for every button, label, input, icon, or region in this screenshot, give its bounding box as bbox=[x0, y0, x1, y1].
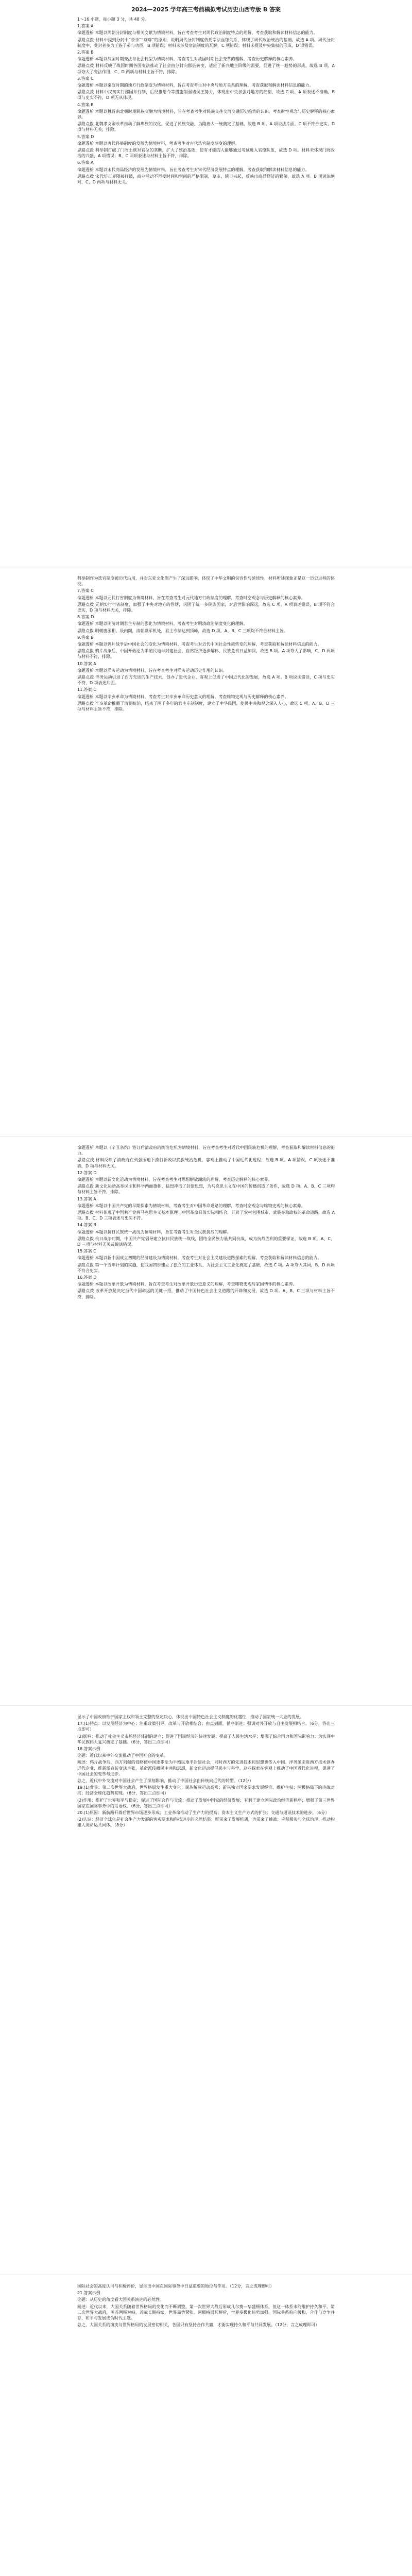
paragraph: 思路点拨 材料中提到分封中“亲亲”“尊尊”的原则，说明周代分封制度依托宗法血缘关系，体现了周代政治统治的基础。故选 A 项。周代分封制度中，受封者多为王族子弟与功臣，B 项错误；材料未涉及宗法制度的瓦解，C 项错误；材料未提及中央集权的形成，D 项错误。 bbox=[77, 37, 335, 48]
paragraph: 命题透析 本题以战国时期变法与社会转型为情境材料，考查考生对战国时期社会变革的理解，考查历史解释的核心素养。 bbox=[77, 57, 297, 62]
paragraph: 论题：近代以来中外交流推动了中国社会的变革。 bbox=[77, 1753, 168, 1758]
paragraph: 14.答案 B bbox=[77, 1223, 96, 1228]
paragraph: 命题透析 本题以抗日民族统一战线为情境材料，旨在考查考生对全民族抗战的理解。 bbox=[77, 1229, 231, 1234]
paragraph: (2)影响：推动了社会主义市场经济体制的建立；促进了国民经济的快速发展；提高了人民生活水平；增强了综合国力和国际影响力；为实现中华民族伟大复兴奠定了基础。（6分，答出三点即可） bbox=[77, 1734, 335, 1744]
paragraph: 20.(1)原因：新航路开辟后世界市场逐步形成；工业革命推动了生产力的提高；资本主义生产方式的扩张；交通与通讯技术的进步。（6分） bbox=[77, 1810, 330, 1816]
paragraph: 15.答案 C bbox=[77, 1249, 96, 1254]
paragraph: 10.答案 A bbox=[77, 661, 96, 666]
paragraph: 思路点拨 明朝废丞相、设内阁，清朝设军机处，君主专制达到顶峰，故选 D 项。A、B、C 三项均不符合材料主旨。 bbox=[77, 628, 288, 633]
paragraph: 思路点拨 材料反映了战国时期各国变法推动了社会由分封向郡县转变，适应了新兴地主阶级的需要，促进了统一趋势的形成，故选 B 项。A 项夸大了变法作用，C、D 两项与材料主旨不符，排除。 bbox=[77, 63, 336, 74]
paragraph: 命题透析 本题以秦汉时期的地方行政制度为情境材料，旨在考查考生对中央与地方关系的理解，考查获取和解读材料信息的能力。 bbox=[77, 83, 314, 88]
paragraph: 思路点拨 元朝实行行省制度，加强了中央对地方的管辖，巩固了统一多民族国家，对后世影响深远，故选 C 项。A 项表述错误，B 项不符合史实，D 项与材料无关，排除。 bbox=[77, 602, 335, 613]
document-title: 2024—2025 学年高三考前模拟考试历史山西专版 B 答案 bbox=[131, 6, 281, 13]
paragraph: 思路点拨 第一个五年计划的实施，使我国初步建立了独立的工业体系，为社会主义工业化奠定了基础，故选 C 项。A 项夸大其词，B、D 两项不符合史实。 bbox=[77, 1262, 335, 1273]
page-4-column bbox=[77, 1714, 335, 1829]
paragraph: 12.答案 D bbox=[77, 1170, 97, 1175]
paragraph: 19.(1)背景：第二次世界大战后，世界格局发生重大变化；民族解放运动高涨；新兴独立国家要求发展经济、维护主权；两极格局下的冷战对抗；经济全球化趋势初现。（6分，答出三点即可） bbox=[77, 1785, 335, 1796]
paragraph: 思路点拨 改革开放是决定当代中国命运的关键一招，推动了中国特色社会主义道路的开辟和发展，故选 D 项。A、B、C 三项与材料主旨不符，排除。 bbox=[77, 1289, 335, 1299]
paragraph: 思路点拨 鸦片战争后，中国开始沦为半殖民地半封建社会，自然经济逐步解体，民族危机日益加深，故选 B 项。A 项夸大了影响，C、D 两项与材料不符，排除。 bbox=[77, 649, 335, 659]
page-divider bbox=[0, 1705, 412, 1706]
paragraph: 命题透析 本题以新文化运动为情境材料，旨在考查考生对思想解放潮流的理解，考查历史解释的核心素养。 bbox=[77, 1177, 272, 1182]
page-2-column bbox=[77, 575, 335, 713]
paragraph: 6.答案 A bbox=[77, 160, 94, 165]
paragraph: 思路点拨 新文化运动高举民主和科学两面旗帜，猛烈冲击了封建思想，为马克思主义在中国的传播创造了条件，故选 D 项。A、B、C 三项均与材料主旨不符，排除。 bbox=[77, 1184, 335, 1195]
paragraph: 7.答案 C bbox=[77, 588, 94, 594]
paragraph: 命题透析 本题以《辛丑条约》签订后清政府的统治危机为情境材料，旨在考查考生对近代中国民族危机的理解，考查获取和解读材料信息的能力。 bbox=[77, 1145, 335, 1156]
paragraph: 思路点拨 辛亥革命推翻了清朝统治，结束了两千多年的君主专制制度，建立了中华民国，使民主共和观念深入人心，故选 C 项。A、B、D 三项与材料主旨不符，排除。 bbox=[77, 701, 335, 712]
paragraph: 显示了中国政府维护国家主权和领土完整的坚定决心，体现出中国特色社会主义制度的优越性，推动了国家统一大业的发展。 bbox=[77, 1715, 304, 1719]
paragraph: 论题：从历史的角度看大国关系演进的必然性。 bbox=[77, 2297, 164, 2302]
paragraph: (2)认识：经济全球化是社会生产力发展的客观要求和科技进步的必然结果；既带来了发展机遇，也带来了挑战；应积极参与全球治理，推动构建人类命运共同体。（8分） bbox=[77, 1817, 335, 1828]
paragraph: 命题透析 本题以魏晋南北朝时期民族交融为情境材料，旨在考查考生对民族交往交流交融历史趋势的认识，考查时空观念与历史解释的核心素养。 bbox=[77, 109, 335, 120]
paragraph: 命题透析 本题以新中国成立初期的经济建设为情境材料，考查考生对社会主义建设道路探索的理解，考查获取和解读材料信息的能力。 bbox=[77, 1256, 322, 1261]
paragraph: 13.答案 A bbox=[77, 1196, 96, 1201]
paragraph: 17.(1)特点：以发展经济为中心；注重政策引导，改革与开放相结合；由点到面，循序渐进；强调对外开放与自主发展相结合。（6分，答出三点即可） bbox=[77, 1721, 335, 1732]
paragraph: 思路点拨 北魏孝文帝改革推动了鲜卑族的汉化，促进了民族交融，为隋唐大一统奠定了基础，故选 B 项。A 项说法片面，C 项不符合史实，D 项与材料无关，排除。 bbox=[77, 122, 336, 132]
page-3 bbox=[0, 1139, 412, 1703]
paragraph: 思路点拨 材料反映了清政府在列强压迫下推行新政以挽救统治危机，客观上推动了中国近代化进程，故选 B 项。A 项错误，C 项表述不准确，D 项与材料无关。 bbox=[77, 1158, 335, 1168]
paragraph: 21.答案示例 bbox=[77, 2291, 100, 2296]
paragraph: 命题透析 本题以中国共产党的早期探索为情境材料，考查考生对中国革命道路的理解，考查时空观念与唯物史观的核心素养。 bbox=[77, 1203, 305, 1208]
paragraph: 18.答案示例 bbox=[77, 1747, 100, 1752]
page-divider bbox=[0, 1136, 412, 1137]
paragraph: 8.答案 D bbox=[77, 615, 94, 620]
paragraph: 思路点拨 材料中汉初实行郡国并行制，后经推恩令等措施削弱诸侯王势力，体现出中央加强对地方的控制，故选 C 项。A 项表述不准确，B 项与史实不符，D 项无从体现。 bbox=[77, 90, 336, 100]
paragraph: 阐述：近代以来，大国关系随着世界格局的变化而不断调整。第一次世界大战后形成凡尔赛—华盛顿体系，但这一体系未能维护持久和平。第二次世界大战后，美苏两极对峙，冷战长期持续，世界局势紧张。两极格局瓦解后，世界多极化趋势加强，国际关系趋向缓和，合作与竞争并存，和平与发展成为时代主题。 bbox=[77, 2304, 335, 2321]
paragraph: 1.答案 A bbox=[77, 24, 94, 29]
paragraph: 思路点拨 科举制打破了门阀士族对官位的垄断，扩大了统治基础，使有才能的人能够通过考试进入官僚队伍，故选 D 项。材料未体现门阀政治的兴盛，A 项错误；B、C 两项表述与材料主旨不符，排除。 bbox=[77, 148, 335, 159]
page-2 bbox=[0, 569, 412, 1133]
paragraph: 命题透析 本题以洋务运动为情境材料，旨在考查考生对洋务运动历史作用的认识。 bbox=[77, 668, 227, 673]
paragraph: 总之，近代中外交流对中国社会产生了深刻影响，推动了中国社会由传统向近代的转型。（12分） bbox=[77, 1778, 254, 1784]
paragraph: 命题透析 本题以唐代科举制度的发展为情境材料，考查考生对古代选官制度演变的理解。 bbox=[77, 141, 239, 146]
paragraph: 1～16 小题，每小题 3 分，共 48 分。 bbox=[77, 17, 149, 22]
paragraph: 命题透析 本题以元代行省制度为情境材料，旨在考查考生对元代地方行政制度的理解，考查时空观念与历史解释的核心素养。 bbox=[77, 595, 305, 600]
paragraph: 9.答案 B bbox=[77, 635, 94, 640]
paragraph: 3.答案 C bbox=[77, 76, 94, 81]
paragraph: 5.答案 D bbox=[77, 134, 94, 139]
paragraph: 命题透析 本题以明清时期君主专制的强化为情境材料，考查考生对明清政治制度变化的理解。 bbox=[77, 621, 248, 626]
paragraph: 思路点拨 洋务运动引进了西方先进的生产技术，创办了近代企业，客观上促进了中国近代化的发展，故选 A 项。B 项说法错误，C 项与史实不符，D 项表述片面。 bbox=[77, 675, 335, 686]
paragraph: 科举制作为选官制度被历代沿用，并对东亚文化圈产生了深远影响，体现了中华文明的包容性与延续性，材料所述现象正是这一历史进程的体现。 bbox=[77, 576, 335, 587]
paragraph: 阐述：鸦片战争后，西方列强的侵略使中国逐步沦为半殖民地半封建社会，同时西方的先进技术和思想也传入中国。洋务派引进西方技术创办近代企业，维新派宣传变法主张，革命派传播民主共和思想，新文化运动提倡民主与科学。这些探索在客观上推动了中国近代化进程，促进了中国社会的变革与进步。 bbox=[77, 1760, 335, 1776]
page-1 bbox=[0, 0, 412, 564]
paragraph: 思路点拨 抗日战争时期，中国共产党倡导建立抗日民族统一战线，团结全民族力量共同抗战，成为抗战胜利的重要保证，故选 B 项。A、C、D 三项与材料无关或说法错误。 bbox=[77, 1236, 335, 1247]
paragraph: 思路点拨 宋代坊市界限被打破，商业活动不再受时间和空间的严格限制，草市、镇市兴起，反映出商品经济的繁荣，故选 A 项。B 项说法绝对，C、D 两项与材料无关。 bbox=[77, 174, 335, 185]
paragraph: 命题透析 本题以鸦片战争后中国社会的变化为情境材料，考查考生对近代中国社会性质转变的理解，考查获取和解读材料信息的能力。 bbox=[77, 642, 322, 647]
page-5-column bbox=[77, 2283, 335, 2329]
paragraph: 总之，大国关系的演变与世界格局的发展密切相关，各国只有坚持合作共赢，才能实现持久和平与共同发展。（12分，言之成理即可） bbox=[77, 2323, 320, 2328]
paragraph: 思路点拨 材料体现了中国共产党将马克思主义基本原理与中国革命具体实际相结合，开辟了农村包围城市、武装夺取政权的革命道路，故选 A 项。B、C、D 三项表述与史实不符。 bbox=[77, 1210, 336, 1221]
paragraph: 命题透析 本题以周朝分封制度与相关文献为情境材料，旨在考查考生对周代政治制度特点的理解，考查获取和解读材料信息的能力。 bbox=[77, 30, 318, 36]
paragraph: 国际社会的高度认可与积极评价，显示出中国在国际事务中日益重要的地位与作用。（12分，言之成理即可） bbox=[77, 2284, 274, 2289]
page-4 bbox=[0, 1708, 412, 2272]
paragraph: (2)作用：维护了世界和平与稳定；促进了国际合作与交流；推动了发展中国家的经济发展；有利于建立国际政治经济新秩序；增强了第三世界国家在国际事务中的话语权。（6分，答出三点即可） bbox=[77, 1798, 335, 1808]
page-3-column bbox=[77, 1145, 335, 1301]
paragraph: 命题透析 本题以改革开放为情境材料，旨在考查考生对改革开放历史意义的理解，考查唯物史观与家国情怀的核心素养。 bbox=[77, 1282, 297, 1287]
page-5 bbox=[0, 2277, 412, 2576]
paragraph: 命题透析 本题以宋代商品经济的发展为情境材料，旨在考查考生对宋代经济发展特点的理解，考查获取和解读材料信息的能力。 bbox=[77, 167, 310, 172]
paragraph: 16.答案 D bbox=[77, 1275, 97, 1280]
paragraph: 4.答案 B bbox=[77, 102, 94, 107]
page-1-column bbox=[77, 6, 335, 186]
paragraph: 命题透析 本题以辛亥革命为情境材料，考查考生对辛亥革命历史意义的理解，考查唯物史观与历史解释的核心素养。 bbox=[77, 694, 289, 699]
paragraph: 2.答案 B bbox=[77, 50, 94, 55]
paragraph: 11.答案 C bbox=[77, 687, 96, 692]
